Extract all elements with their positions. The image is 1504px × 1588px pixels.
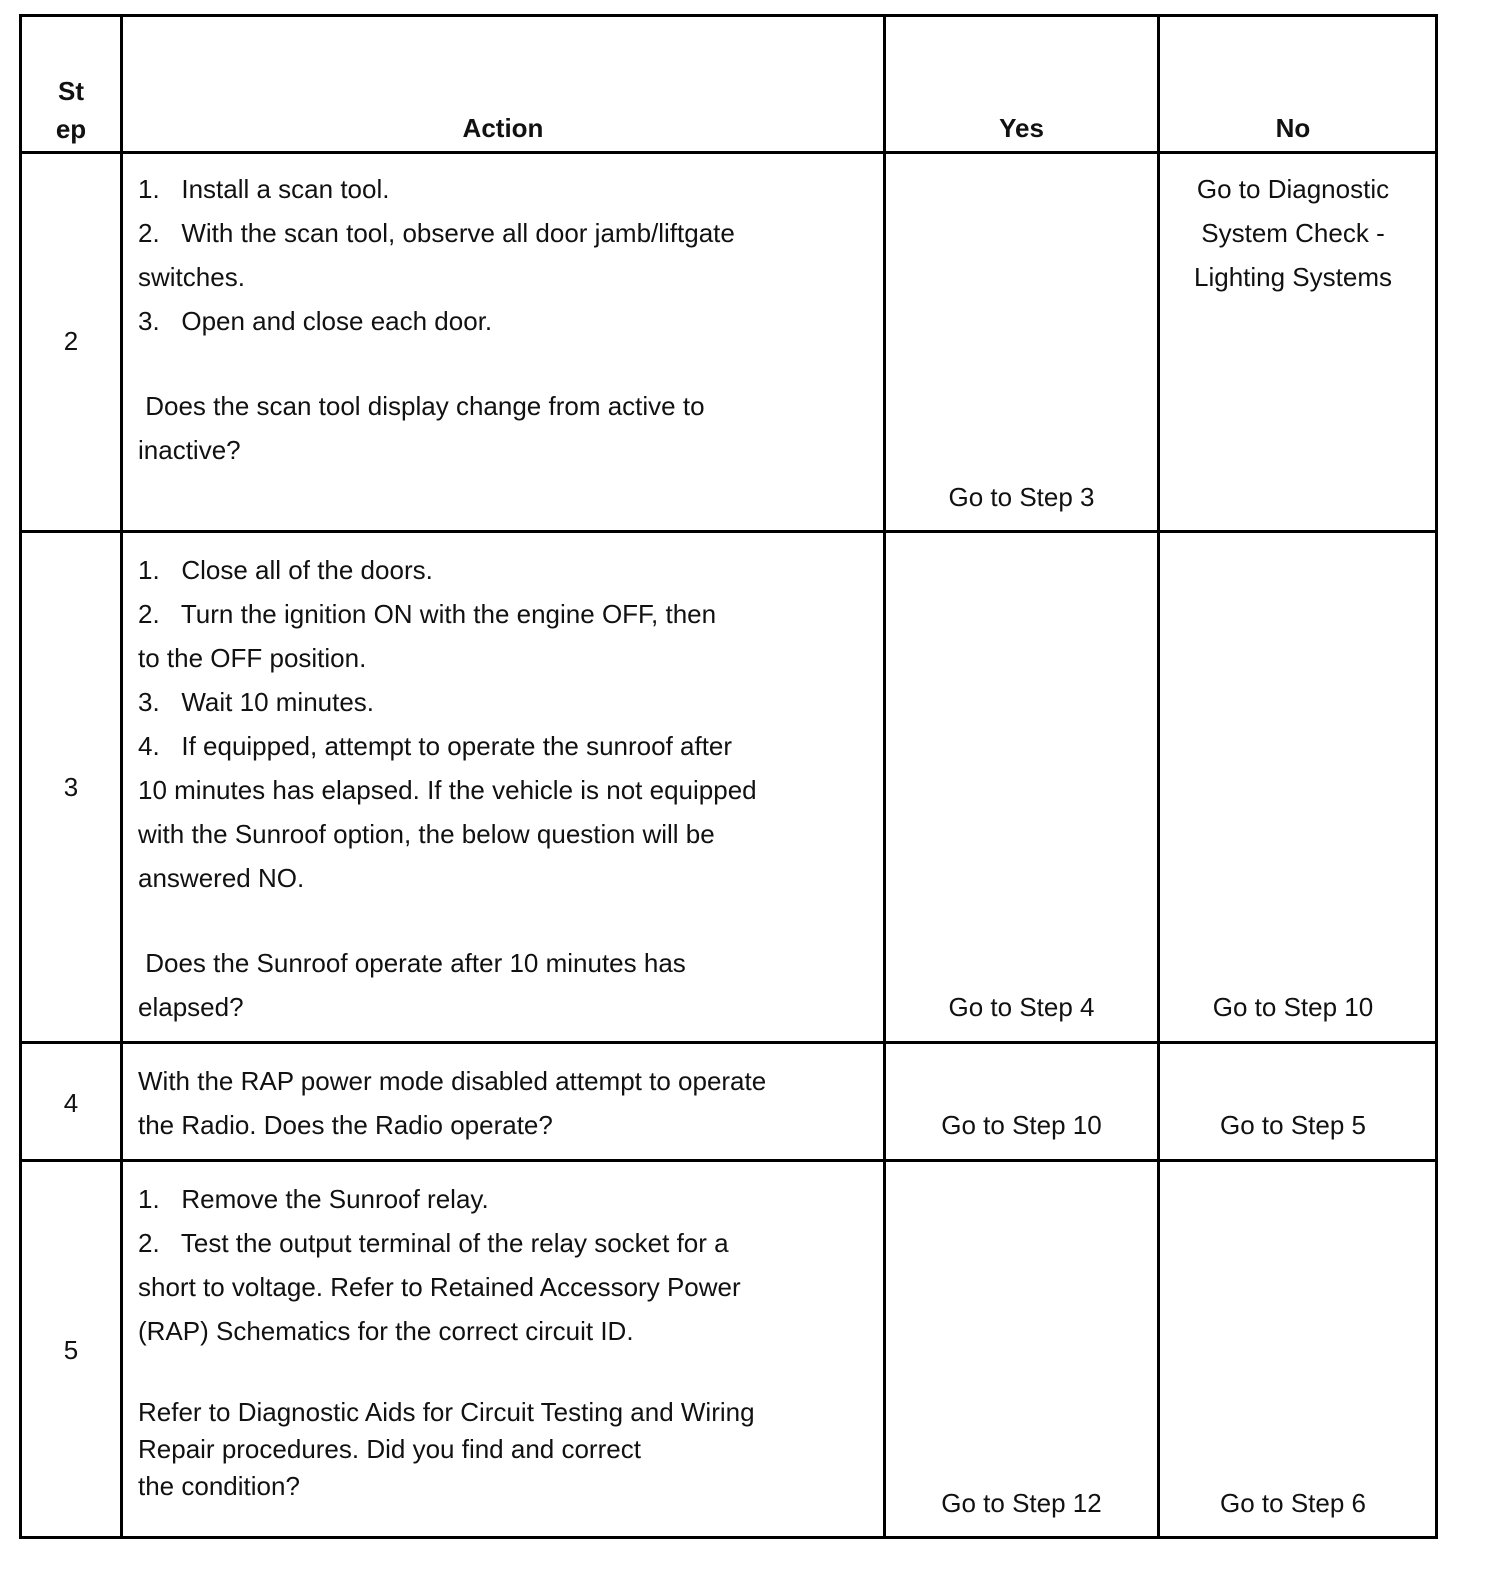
yes-link: Go to Step 4 xyxy=(948,992,1095,1022)
step-number: 3 xyxy=(63,772,79,802)
action-line: Repair procedures. Did you find and correct xyxy=(138,1434,641,1464)
header-step-line2: ep xyxy=(55,114,87,144)
action-line xyxy=(138,343,735,384)
action-line: Does the scan tool display change from active to xyxy=(138,391,705,421)
action-line: 1. Install a scan tool. xyxy=(138,174,390,204)
action-line: (RAP) Schematics for the correct circuit ID. xyxy=(138,1316,634,1346)
row-divider xyxy=(22,530,1435,533)
row-divider xyxy=(22,1041,1435,1044)
yes-link: Go to Step 10 xyxy=(941,1110,1102,1140)
no-link xyxy=(1160,167,1426,299)
action-line: to the OFF position. xyxy=(138,643,367,673)
no-link: Go to Step 5 xyxy=(1220,1110,1366,1140)
action-line xyxy=(138,1353,755,1394)
step-number: 5 xyxy=(63,1335,79,1365)
action-line: 2. Test the output terminal of the relay socket for a xyxy=(138,1228,729,1258)
row-divider xyxy=(22,151,1435,154)
action-text xyxy=(138,1177,755,1505)
action-line: inactive? xyxy=(138,435,241,465)
col-divider xyxy=(883,17,886,1536)
action-line: answered NO. xyxy=(138,863,305,893)
row-divider xyxy=(22,1159,1435,1162)
action-text xyxy=(138,1059,766,1147)
action-line: 3. Open and close each door. xyxy=(138,306,493,336)
action-line: 4. If equipped, attempt to operate the sunroof after xyxy=(138,731,733,761)
action-line: the condition? xyxy=(138,1471,300,1501)
no-link: Go to Step 6 xyxy=(1220,1488,1366,1518)
action-line: 3. Wait 10 minutes. xyxy=(138,687,375,717)
action-line: the Radio. Does the Radio operate? xyxy=(138,1110,553,1140)
action-line: with the Sunroof option, the below question will be xyxy=(138,819,715,849)
header-no: No xyxy=(1275,113,1311,143)
no-link: Go to Step 10 xyxy=(1212,992,1374,1022)
action-line: Does the Sunroof operate after 10 minutes has xyxy=(138,948,686,978)
yes-link: Go to Step 12 xyxy=(941,1488,1102,1518)
action-line: Refer to Diagnostic Aids for Circuit Testing and Wiring xyxy=(138,1397,755,1427)
action-line: 1. Close all of the doors. xyxy=(138,555,433,585)
no-line: Go to Diagnostic xyxy=(1196,174,1390,204)
col-divider xyxy=(120,17,123,1536)
action-line: 2. With the scan tool, observe all door jamb/liftgate xyxy=(138,218,735,248)
header-yes: Yes xyxy=(999,113,1044,143)
no-line: Lighting Systems xyxy=(1194,262,1392,292)
action-line: 1. Remove the Sunroof relay. xyxy=(138,1184,489,1214)
header-action: Action xyxy=(462,113,544,143)
header-step-line1: St xyxy=(58,76,84,106)
diagnostic-table xyxy=(19,14,1438,1539)
step-number: 2 xyxy=(63,326,79,356)
action-line: 2. Turn the ignition ON with the engine OFF, then xyxy=(138,599,717,629)
yes-link: Go to Step 3 xyxy=(948,482,1095,512)
action-text xyxy=(138,548,757,1029)
no-line: System Check - xyxy=(1201,218,1385,248)
action-line: switches. xyxy=(138,262,245,292)
action-line: 10 minutes has elapsed. If the vehicle is not equipped xyxy=(138,775,757,805)
action-text xyxy=(138,167,735,472)
action-line: short to voltage. Refer to Retained Accessory Power xyxy=(138,1272,741,1302)
header-step xyxy=(22,72,120,148)
action-line xyxy=(138,900,757,941)
action-line: With the RAP power mode disabled attempt to operate xyxy=(138,1066,767,1096)
step-number: 4 xyxy=(63,1088,79,1118)
action-line: elapsed? xyxy=(138,992,244,1022)
